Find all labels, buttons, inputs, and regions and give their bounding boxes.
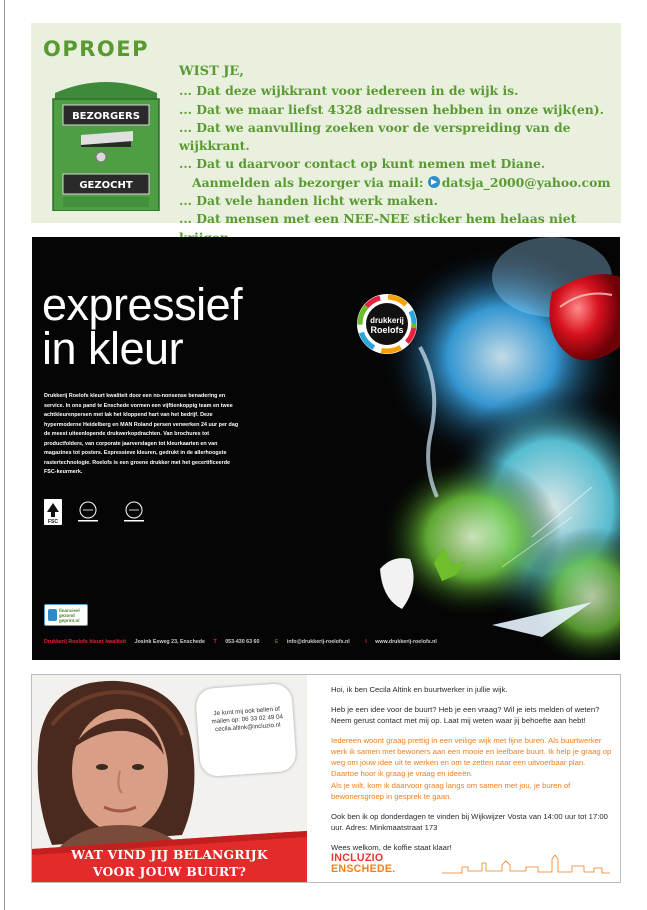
ad-footer-tagline: Drukkerij Roelofs kleurt kwaliteit xyxy=(44,639,127,645)
ad-footer xyxy=(44,639,614,649)
page-edge-line xyxy=(4,0,5,910)
web-label: I xyxy=(365,639,367,645)
contact-bubble xyxy=(195,683,297,777)
email-label: E xyxy=(274,639,279,645)
fact-item: ... Dat deze wijkkrant voor iedereen in de wijk is. xyxy=(179,83,519,99)
financieel-gezond-badge xyxy=(44,604,88,626)
fact-item: ... Dat we maar liefst 4328 adressen hebben in onze wijk(en). xyxy=(179,101,604,117)
slogan-line2: VOOR JOUW BUURT? xyxy=(92,864,247,879)
certification-logos xyxy=(44,499,164,527)
oproep-title: OPROEP xyxy=(43,37,150,61)
oproep-box xyxy=(31,23,621,227)
ad-footer-address: Josink Esweg 23, Enschede xyxy=(134,639,205,645)
roelofs-logo xyxy=(356,293,418,355)
telegram-icon xyxy=(428,176,440,188)
fact-item: ... Dat vele handen licht werk maken. xyxy=(179,193,438,209)
contact-bubble-text: Je kunt mij ook bellen of mailen op: 06 33 02 49 04 cecila.altink@incluzio.nl xyxy=(211,705,284,734)
ad-headline-line1: expressief xyxy=(42,279,243,330)
incluzio-text xyxy=(331,684,613,861)
paragraph-1: Heb je een idee voor de buurt? Heb je een vraag? Wil je iets melden of weten? Neem gerust contact met mij op. Laat mij weten waar jij behoefte aan hebt! xyxy=(331,704,600,725)
ad-body-text: Drukkerij Roelofs kleurt kwaliteit door een no-nonsense benadering en service. In ons pand te Enschede vormen een vijftienkoppig team en twee achtkleurenpersen met lak het kloppend hart van het bedrijf. Deze hypermoderne Heidelberg en MAN Roland persen verwerken 24 uur per dag de meest uiteenlopende drukwerkopdrachten. Van brochures tot productfolders, van corporate jaarverslagen tot kleurkaarten en van magazines tot posters. Expressieve kleuren, gedrukt in de allerhoogste rastertechnologie. Roelofs is een groene drukker met het gecertificeerde FSC-keurmerk. xyxy=(44,393,239,475)
badge-text: financieel gezond geprint.nl xyxy=(59,608,80,623)
fsc-label: FSC xyxy=(48,519,58,525)
signup-line xyxy=(179,174,621,192)
ad-footer-web[interactable]: www.drukkerij-roelofs.nl xyxy=(375,639,437,645)
incluzio-slogan xyxy=(32,846,307,880)
ad-headline xyxy=(42,279,243,374)
paragraph-3: Als je wilt, kom ik daarvoor graag langs om samen met jou, je buren of bewonersgroep in gesprek te gaan. xyxy=(331,780,571,801)
mailbox-icon xyxy=(41,75,171,211)
ad-footer-phone: 053-430 63 60 xyxy=(225,639,260,645)
skyline-icon xyxy=(442,855,610,875)
paragraph-2: Iedereen woont graag prettig in een veilige wijk met fijne buren. Als buurtwerker werk ik samen met bewoners aan een mooie en leefbare buurt. Ik help je graag op weg om jouw idee uit te werken en om te zetten naar een uitvoerbaar plan. Daartoe hoor ik graag je vraag en ideeën. xyxy=(331,735,612,779)
slogan-line1: WAT VIND JIJ BELANGRIJK xyxy=(71,847,268,862)
mailbox-label-top: BEZORGERS xyxy=(72,111,140,122)
fact-item: ... Dat mensen met een NEE-NEE sticker hem helaas niet xyxy=(179,211,577,227)
incluzio-box xyxy=(31,674,621,883)
fact-item: ... Dat we aanvulling zoeken voor de verspreiding van de wijkkrant. xyxy=(179,119,571,154)
brand-line2: ENSCHEDE. xyxy=(331,863,396,875)
signup-text: Aanmelden als bezorger via mail: xyxy=(192,174,424,190)
mailbox-label-bottom: GEZOCHT xyxy=(79,180,133,191)
intro-text: Hoi, ik ben Cecila Altink en buurtwerker in jullie wijk. xyxy=(331,685,508,694)
phone-label: T xyxy=(213,639,217,645)
ad-headline-line2: in kleur xyxy=(42,323,184,374)
incluzio-logo xyxy=(331,853,396,875)
closing-text: Wees welkom, de koffie staat klaar! xyxy=(331,842,452,852)
roelofs-advertisement xyxy=(32,237,620,660)
buurtwerker-photo xyxy=(32,675,307,882)
logo-line2: Roelofs xyxy=(370,325,404,335)
ad-footer-email[interactable]: info@drukkerij-roelofs.nl xyxy=(286,639,350,645)
logo-line1: drukkerij xyxy=(370,316,404,325)
signup-email[interactable]: datsja_2000@yahoo.com xyxy=(441,174,611,190)
facts-list xyxy=(179,63,621,247)
brand-line1: INCLUZIO xyxy=(331,852,384,864)
fact-item: ... Dat u daarvoor contact op kunt nemen met Diane. xyxy=(179,156,546,172)
paragraph-4: Ook ben ik op donderdagen te vinden bij Wijkwijzer Vosta van 14:00 uur tot 17:00 uur. Adres: Minkmaatstraat 173 xyxy=(331,811,608,832)
facts-heading: WIST JE, xyxy=(179,64,244,79)
badge-icon xyxy=(48,609,57,621)
